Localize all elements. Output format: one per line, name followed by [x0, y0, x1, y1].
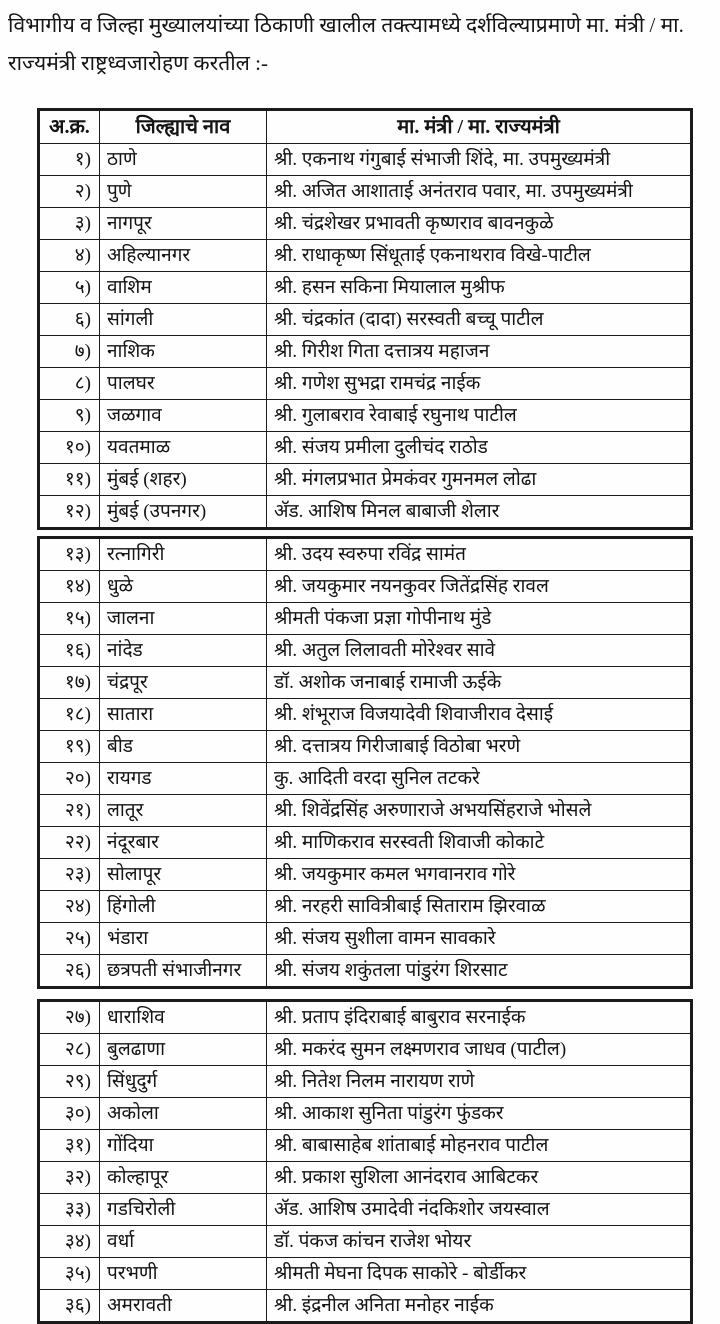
table-row — [39, 571, 692, 603]
table-row — [39, 336, 692, 368]
header-district: जिल्ह्याचे नाव — [100, 110, 267, 144]
minister-cell: श्री. शंभूराज विजयादेवी शिवाजीराव देसाई — [267, 699, 692, 731]
serial-cell: १५) — [39, 603, 100, 635]
minister-cell: श्रीमती मेघना दिपक साकोरे - बोर्डीकर — [267, 1258, 692, 1290]
table-row — [39, 538, 692, 571]
table-row — [39, 496, 692, 529]
table-row — [39, 272, 692, 304]
serial-cell: ११) — [39, 464, 100, 496]
minister-cell: श्री. राधाकृष्ण सिंधूताई एकनाथराव विखे-पाटील — [267, 240, 692, 272]
table-row — [39, 603, 692, 635]
district-cell: धाराशिव — [100, 1001, 267, 1034]
table-row — [39, 1098, 692, 1130]
table-row — [39, 1226, 692, 1258]
minister-cell: ॲड. आशिष मिनल बाबाजी शेलार — [267, 496, 692, 529]
serial-cell: २०) — [39, 763, 100, 795]
table-row — [39, 1001, 692, 1034]
district-cell: हिंगोली — [100, 891, 267, 923]
minister-cell: डॉ. पंकज कांचन राजेश भोयर — [267, 1226, 692, 1258]
district-cell: रत्नागिरी — [100, 538, 267, 571]
serial-cell: १८) — [39, 699, 100, 731]
table-row — [39, 1258, 692, 1290]
serial-cell: ३४) — [39, 1226, 100, 1258]
minister-cell: श्रीमती पंकजा प्रज्ञा गोपीनाथ मुंडे — [267, 603, 692, 635]
table-row — [39, 304, 692, 336]
serial-cell: २५) — [39, 923, 100, 955]
table-row — [39, 1130, 692, 1162]
table-row — [39, 699, 692, 731]
minister-cell: श्री. संजय प्रमीला दुलीचंद राठोड — [267, 432, 692, 464]
serial-cell: १९) — [39, 731, 100, 763]
table-row — [39, 208, 692, 240]
serial-cell: ३१) — [39, 1130, 100, 1162]
table-row — [39, 1194, 692, 1226]
table-row — [39, 1034, 692, 1066]
header-serial: अ.क्र. — [39, 110, 100, 144]
table-row — [39, 1066, 692, 1098]
ministers-table-area — [37, 108, 690, 1324]
district-cell: नाशिक — [100, 336, 267, 368]
serial-cell: २३) — [39, 859, 100, 891]
minister-cell: श्री. जयकुमार कमल भगवानराव गोरे — [267, 859, 692, 891]
minister-cell: श्री. प्रताप इंदिराबाई बाबुराव सरनाईक — [267, 1001, 692, 1034]
minister-cell: श्री. हसन सकिना मियालाल मुश्रीफ — [267, 272, 692, 304]
serial-cell: ३५) — [39, 1258, 100, 1290]
minister-cell: श्री. प्रकाश सुशिला आनंदराव आबिटकर — [267, 1162, 692, 1194]
table-row — [39, 923, 692, 955]
district-cell: जळगाव — [100, 400, 267, 432]
minister-cell: डॉ. अशोक जनाबाई रामाजी ऊईके — [267, 667, 692, 699]
district-cell: सातारा — [100, 699, 267, 731]
serial-cell: ८) — [39, 368, 100, 400]
table-row — [39, 368, 692, 400]
serial-cell: १३) — [39, 538, 100, 571]
serial-cell: २६) — [39, 955, 100, 988]
minister-cell: श्री. एकनाथ गंगुबाई संभाजी शिंदे, मा. उपमुख्यमंत्री — [267, 144, 692, 176]
table-block-1 — [37, 108, 693, 530]
district-cell: वर्धा — [100, 1226, 267, 1258]
district-cell: कोल्हापूर — [100, 1162, 267, 1194]
table-row — [39, 635, 692, 667]
minister-cell: श्री. गणेश सुभद्रा रामचंद्र नाईक — [267, 368, 692, 400]
serial-cell: २७) — [39, 1001, 100, 1034]
serial-cell: १०) — [39, 432, 100, 464]
table-row — [39, 891, 692, 923]
serial-cell: ३२) — [39, 1162, 100, 1194]
table-row — [39, 176, 692, 208]
serial-cell: १६) — [39, 635, 100, 667]
district-cell: सांगली — [100, 304, 267, 336]
minister-cell: श्री. आकाश सुनिता पांडुरंग फुंडकर — [267, 1098, 692, 1130]
serial-cell: २४) — [39, 891, 100, 923]
serial-cell: १) — [39, 144, 100, 176]
district-cell: जालना — [100, 603, 267, 635]
table-row — [39, 763, 692, 795]
serial-cell: २२) — [39, 827, 100, 859]
district-cell: मुंबई (शहर) — [100, 464, 267, 496]
minister-cell: श्री. माणिकराव सरस्वती शिवाजी कोकाटे — [267, 827, 692, 859]
table-row — [39, 1162, 692, 1194]
district-cell: ठाणे — [100, 144, 267, 176]
minister-cell: श्री. जयकुमार नयनकुवर जितेंद्रसिंह रावल — [267, 571, 692, 603]
minister-cell: श्री. अजित आशाताई अनंतराव पवार, मा. उपमुख्यमंत्री — [267, 176, 692, 208]
table-row — [39, 667, 692, 699]
district-cell: चंद्रपूर — [100, 667, 267, 699]
district-cell: वाशिम — [100, 272, 267, 304]
table-row — [39, 240, 692, 272]
minister-cell: श्री. दत्तात्रय गिरीजाबाई विठोबा भरणे — [267, 731, 692, 763]
minister-cell: कु. आदिती वरदा सुनिल तटकरे — [267, 763, 692, 795]
minister-cell: श्री. उदय स्वरुपा रविंद्र सामंत — [267, 538, 692, 571]
minister-cell: श्री. नितेश निलम नारायण राणे — [267, 1066, 692, 1098]
district-cell: नागपूर — [100, 208, 267, 240]
serial-cell: १२) — [39, 496, 100, 529]
minister-cell: श्री. मकरंद सुमन लक्ष्मणराव जाधव (पाटील) — [267, 1034, 692, 1066]
serial-cell: ७) — [39, 336, 100, 368]
district-cell: यवतमाळ — [100, 432, 267, 464]
district-cell: धुळे — [100, 571, 267, 603]
minister-cell: श्री. इंद्रनील अनिता मनोहर नाईक — [267, 1290, 692, 1323]
district-cell: भंडारा — [100, 923, 267, 955]
district-cell: सिंधुदुर्ग — [100, 1066, 267, 1098]
serial-cell: २१) — [39, 795, 100, 827]
district-cell: बीड — [100, 731, 267, 763]
district-cell: पुणे — [100, 176, 267, 208]
district-cell: मुंबई (उपनगर) — [100, 496, 267, 529]
district-cell: बुलढाणा — [100, 1034, 267, 1066]
table-row — [39, 955, 692, 988]
district-cell: गोंदिया — [100, 1130, 267, 1162]
serial-cell: २) — [39, 176, 100, 208]
serial-cell: ३३) — [39, 1194, 100, 1226]
table-block-3 — [37, 999, 693, 1324]
minister-cell: श्री. चंद्रशेखर प्रभावती कृष्णराव बावनकुळे — [267, 208, 692, 240]
district-cell: नंदूरबार — [100, 827, 267, 859]
table-row — [39, 827, 692, 859]
serial-cell: ९) — [39, 400, 100, 432]
table-row — [39, 1290, 692, 1323]
district-cell: गडचिरोली — [100, 1194, 267, 1226]
intro-paragraph: विभागीय व जिल्हा मुख्यालयांच्या ठिकाणी खालील तक्त्यामध्ये दर्शविल्याप्रमाणे मा. मंत्री / मा. राज्यमंत्री राष्ट्रध्वजारोहण करतील :- — [8, 13, 684, 75]
minister-cell: श्री. नरहरी सावित्रीबाई सिताराम झिरवाळ — [267, 891, 692, 923]
minister-cell: श्री. संजय सुशीला वामन सावकारे — [267, 923, 692, 955]
minister-cell: श्री. संजय शकुंतला पांडुरंग शिरसाट — [267, 955, 692, 988]
minister-cell: ॲड. आशिष उमादेवी नंदकिशोर जयस्वाल — [267, 1194, 692, 1226]
serial-cell: ५) — [39, 272, 100, 304]
district-cell: अकोला — [100, 1098, 267, 1130]
minister-cell: श्री. अतुल लिलावती मोरेश्वर सावे — [267, 635, 692, 667]
serial-cell: २८) — [39, 1034, 100, 1066]
table-row — [39, 795, 692, 827]
serial-cell: १७) — [39, 667, 100, 699]
serial-cell: २९) — [39, 1066, 100, 1098]
serial-cell: ६) — [39, 304, 100, 336]
table-row — [39, 400, 692, 432]
district-cell: लातूर — [100, 795, 267, 827]
table-row — [39, 432, 692, 464]
district-cell: अमरावती — [100, 1290, 267, 1323]
header-minister: मा. मंत्री / मा. राज्यमंत्री — [267, 110, 692, 144]
serial-cell: ४) — [39, 240, 100, 272]
minister-cell: श्री. चंद्रकांत (दादा) सरस्वती बच्चू पाटील — [267, 304, 692, 336]
table-row — [39, 464, 692, 496]
table-block-2 — [37, 536, 693, 989]
district-cell: छत्रपती संभाजीनगर — [100, 955, 267, 988]
table-row — [39, 859, 692, 891]
minister-cell: श्री. मंगलप्रभात प्रेमकंवर गुमनमल लोढा — [267, 464, 692, 496]
district-cell: नांदेड — [100, 635, 267, 667]
district-cell: पालघर — [100, 368, 267, 400]
minister-cell: श्री. बाबासाहेब शांताबाई मोहनराव पाटील — [267, 1130, 692, 1162]
table-row — [39, 731, 692, 763]
table-row — [39, 144, 692, 176]
serial-cell: ३०) — [39, 1098, 100, 1130]
minister-cell: श्री. शिवेंद्रसिंह अरुणाराजे अभयसिंहराजे भोसले — [267, 795, 692, 827]
serial-cell: १४) — [39, 571, 100, 603]
minister-cell: श्री. गुलाबराव रेवाबाई रघुनाथ पाटील — [267, 400, 692, 432]
serial-cell: ३) — [39, 208, 100, 240]
district-cell: अहिल्यानगर — [100, 240, 267, 272]
minister-cell: श्री. गिरीश गिता दत्तात्रय महाजन — [267, 336, 692, 368]
district-cell: परभणी — [100, 1258, 267, 1290]
table-header-row — [39, 110, 692, 144]
serial-cell: ३६) — [39, 1290, 100, 1323]
district-cell: सोलापूर — [100, 859, 267, 891]
district-cell: रायगड — [100, 763, 267, 795]
